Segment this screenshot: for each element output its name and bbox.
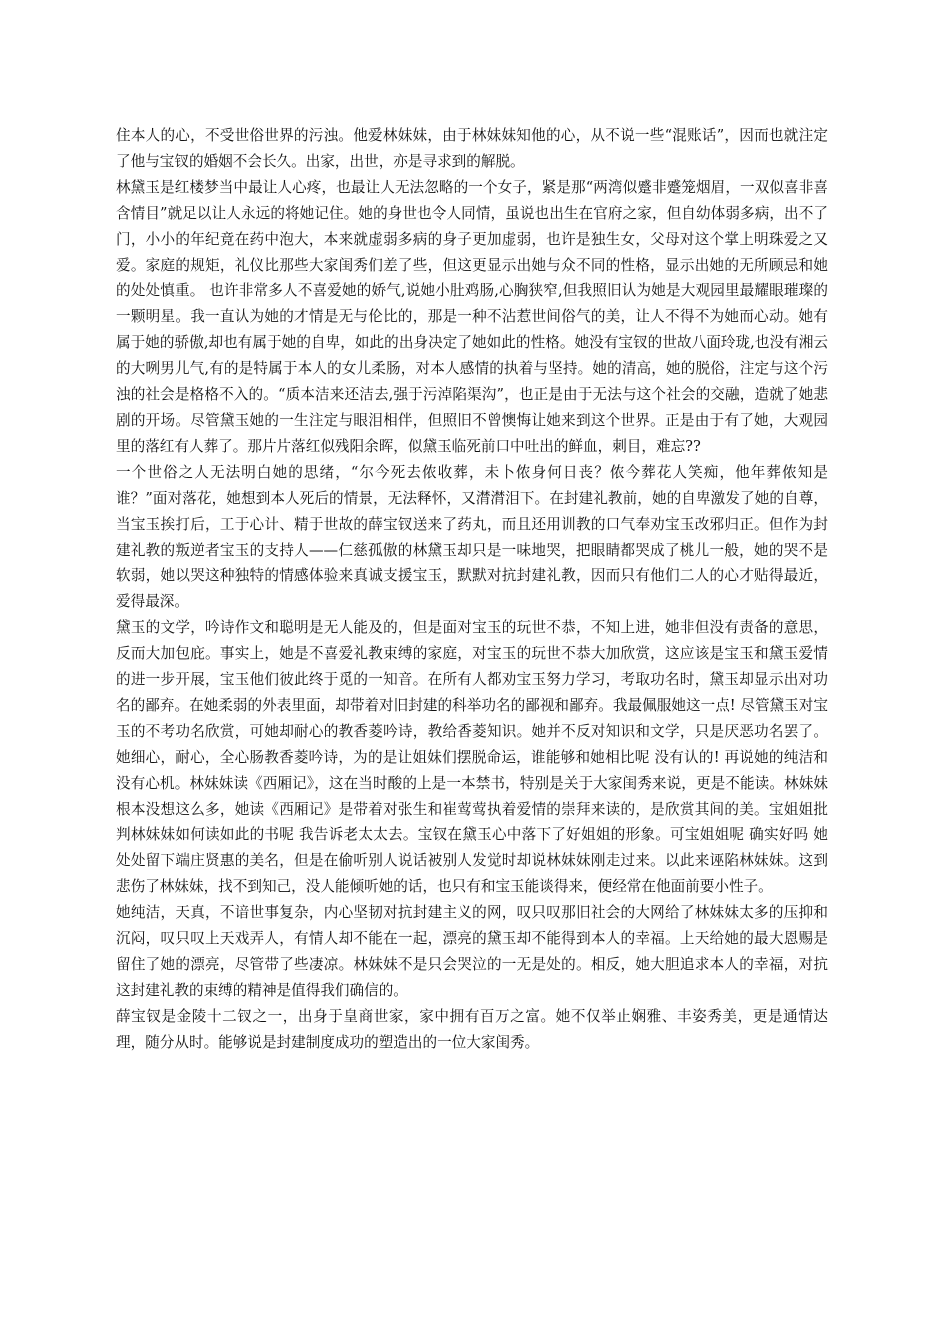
- paragraph-1: 住本人的心，不受世俗世界的污浊。他爱林妹妹，由于林妹妹知他的心，从不说一些“混账话”，因而也就注定了他与宝钗的婚姻不会长久。出家，出世，亦是寻求到的解脱。: [116, 127, 828, 170]
- paragraph-2: 林黛玉是红楼梦当中最让人心疼，也最让人无法忽略的一个女子，紧是那“两湾似蹙非蹙笼烟眉，一双似喜非喜含情目”就足以让人永远的将她记住。她的身世也令人同情，虽说也出生在官府之家，但自幼体弱多病，出不了门，小小的年纪竟在药中泡大，本来就虚弱多病的身子更加虚弱，也许是独生女，父母对这个掌上明珠爱之又爱。家庭的规矩，礼仪比那些大家闺秀们差了些，但这更显示出她与众不同的性格，显示出她的无所顾忌和她的处处慎重。 也许非常多人不喜爱她的娇气,说她小肚鸡肠,心胸狭窄,但我照旧认为她是大观园里最耀眼璀璨的一颗明星。我一直认为她的才情是无与伦比的，那是一种不沾惹世间俗气的美，让人不得不为她而心动。她有属于她的骄傲,却也有属于她的自卑，如此的出身决定了她如此的性格。她没有宝钗的世故八面玲珑,也没有湘云的大咧男儿气,有的是特属于本人的女儿柔肠，对本人感情的执着与坚持。她的清高，她的脱俗，注定与这个污浊的社会是格格不入的。“质本洁来还洁去,强于污淖陷渠沟”，也正是由于无法与这个社会的交融，造就了她悲剧的开场。尽管黛玉她的一生注定与眼泪相伴，但照旧不曾懊悔让她来到这个世界。正是由于有了她，大观园里的落红有人葬了。那片片落红似残阳余晖，似黛玉临死前口中吐出的鲜血，刺目，难忘??: [116, 178, 828, 455]
- paragraph-3: 一个世俗之人无法明白她的思绪，“尔今死去侬收葬，未卜侬身何日丧？侬今葬花人笑痴，他年葬侬知是谁？”面对落花，她想到本人死后的情景，无法释怀，又潸潸泪下。在封建礼教前，她的自卑激发了她的自尊，当宝玉挨打后，工于心计、精于世故的薛宝钗送来了药丸，而且还用训教的口气奉劝宝玉改邪归正。但作为封建礼教的叛逆者宝玉的支持人——仁慈孤傲的林黛玉却只是一味地哭，把眼睛都哭成了桃儿一般，她的哭不是软弱，她以哭这种独特的情感体验来真诚支援宝玉，默默对抗封建礼教，因而只有他们二人的心才贴得最近，爱得最深。: [116, 463, 828, 611]
- paragraph-6: 薛宝钗是金陵十二钗之一，出身于皇商世家，家中拥有百万之富。她不仅举止娴雅、丰姿秀美，更是通情达理，随分从时。能够说是封建制度成功的塑造出的一位大家闺秀。: [116, 1007, 828, 1051]
- document-page: [116, 123, 828, 1056]
- paragraph-5: 她纯洁，天真，不谙世事复杂，内心坚韧对抗封建主义的网，叹只叹那旧社会的大网给了林妹妹太多的压抑和沉闷，叹只叹上天戏弄人，有情人却不能在一起，漂亮的黛玉却不能得到本人的幸福。上天给她的最大恩赐是留住了她的漂亮，尽管带了些凄凉。林妹妹不是只会哭泣的一无是处的。相反，她大胆追求本人的幸福，对抗这封建礼教的束缚的精神是值得我们确信的。: [116, 904, 828, 999]
- paragraph-4: 黛玉的文学，吟诗作文和聪明是无人能及的，但是面对宝玉的玩世不恭，不知上进，她非但没有责备的意思，反而大加包庇。事实上，她是不喜爱礼教束缚的家庭，对宝玉的玩世不恭大加欣赏，这应该是宝玉和黛玉爱情的进一步开展，宝玉他们彼此终于觅的一知音。在所有人都劝宝玉努力学习，考取功名时，黛玉却显示出对功名的鄙弃。在她柔弱的外表里面，却带着对旧封建的科举功名的鄙视和鄙弃。我最佩服她这一点! 尽管黛玉对宝玉的不考功名欣赏，可她却耐心的教香菱吟诗，教给香菱知识。她并不反对知识和文学，只是厌恶功名罢了。她细心，耐心，全心肠教香菱吟诗，为的是让姐妹们摆脱命运，谁能够和她相比呢 没有认的! 再说她的纯洁和没有心机。林妹妹读《西厢记》，这在当时酸的上是一本禁书，特别是关于大家闺秀来说，更是不能读。林妹妹根本没想这么多，她读《西厢记》是带着对张生和崔莺莺执着爱情的崇拜来读的，是欣赏其间的美。宝姐姐批判林妹妹如何读如此的书呢 我告诉老太太去。宝钗在黛玉心中落下了好姐姐的形象。可宝姐姐呢 确实好吗 她处处留下端庄贤惠的美名，但是在偷听别人说话被别人发觉时却说林妹妹刚走过来。以此来诬陷林妹妹。这到悲伤了林妹妹，找不到知己，没人能倾听她的话，也只有和宝玉能谈得来，便经常在他面前要小性子。: [116, 619, 828, 896]
